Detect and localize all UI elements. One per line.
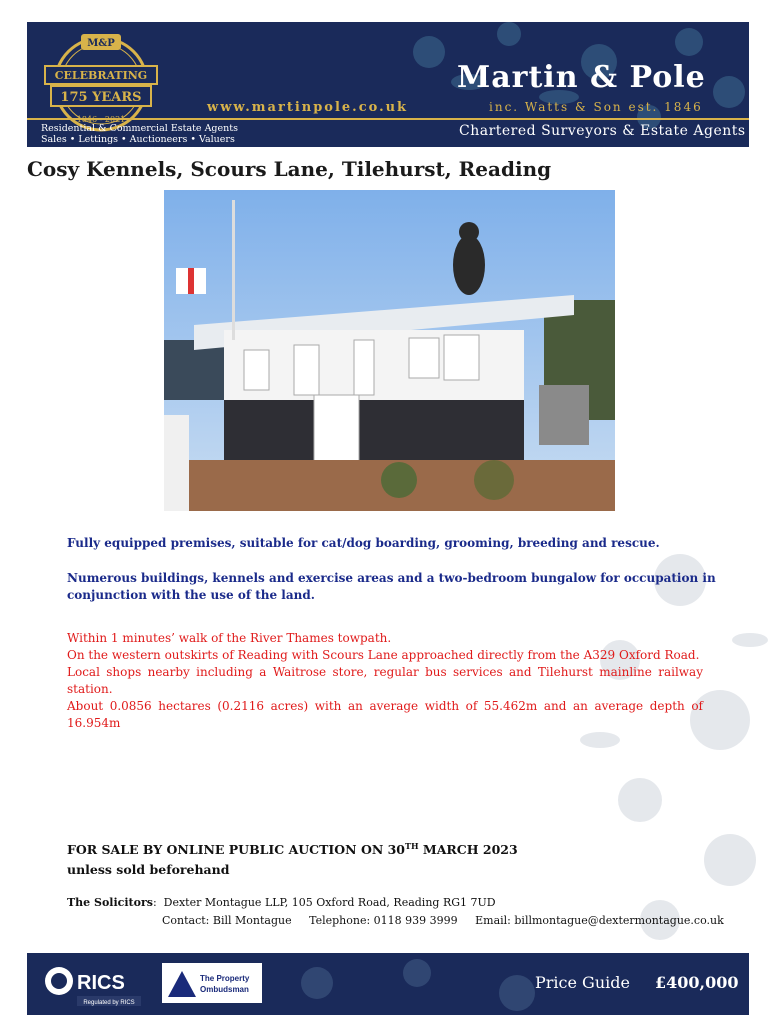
header-banner: [27, 22, 749, 147]
detail-line: Local shops nearby including a Waitrose store, regular bus services and Tilehurst mainline railway station.: [67, 665, 703, 696]
detail-line: On the western outskirts of Reading with Scours Lane approached directly from the A329 Oxford Road.: [67, 648, 700, 662]
price-guide-label: Price Guide: [535, 973, 630, 992]
page-title: Cosy Kennels, Scours Lane, Tilehurst, Reading: [27, 157, 552, 181]
svg-text:175 YEARS: 175 YEARS: [60, 90, 142, 105]
solicitors-address: Dexter Montague LLP, 105 Oxford Road, Reading RG1 7UD: [163, 896, 496, 909]
auction-date: FOR SALE BY ONLINE PUBLIC AUCTION ON 30TH MARCH 2023: [67, 841, 518, 858]
brand-name: Martin & Pole: [457, 60, 706, 95]
svg-text:Regulated by RICS: Regulated by RICS: [83, 1000, 135, 1006]
property-ombudsman-logo: [162, 963, 262, 1003]
services-tagline: [41, 123, 238, 145]
highlight-text: Fully equipped premises, suitable for cat/dog boarding, grooming, breeding and rescue.: [67, 536, 660, 550]
svg-text:M&P: M&P: [87, 38, 115, 49]
anniversary-logo: [41, 28, 161, 138]
auction-notice: [67, 836, 518, 880]
established-note: inc. Watts & Son est. 1846: [489, 100, 703, 114]
floral-decoration: [277, 953, 577, 1015]
solicitors-contact: Contact: Bill Montague: [162, 914, 292, 927]
divider: [27, 118, 749, 120]
property-photo: [164, 190, 615, 511]
highlight-text: Numerous buildings, kennels and exercise areas and a two-bedroom bungalow for occupation in conjunction with the use of the land.: [67, 571, 716, 602]
solicitors-label: The Solicitors: [67, 896, 153, 909]
profession-tagline: Chartered Surveyors & Estate Agents: [459, 123, 746, 139]
footer-banner: [27, 953, 749, 1015]
property-details: [67, 630, 703, 732]
detail-line: Within 1 minutes’ walk of the River Thames towpath.: [67, 631, 392, 645]
rics-logo: [41, 961, 151, 1007]
solicitors-email[interactable]: Email: billmontague@dextermontague.co.uk: [475, 914, 724, 927]
tagline-line: Sales • Lettings • Auctioneers • Valuers: [41, 134, 235, 145]
solicitors-info: The Solicitors: Dexter Montague LLP, 105 Oxford Road, Reading RG1 7UD Contact: Bill Montague Telephone: 0118 939 3999 Email: billmontague@dextermontague.co.uk: [67, 896, 724, 927]
auction-condition: unless sold beforehand: [67, 862, 230, 878]
detail-line: About 0.0856 hectares (0.2116 acres) with an average width of 55.462m and an average depth of 16.954m: [67, 699, 703, 730]
solicitors-telephone: Telephone: 0118 939 3999: [309, 914, 458, 927]
tagline-line: Residential & Commercial Estate Agents: [41, 123, 238, 134]
svg-text:CELEBRATING: CELEBRATING: [54, 69, 148, 82]
svg-text:The Property: The Property: [200, 974, 250, 983]
price-guide-value: £400,000: [655, 973, 739, 992]
website-link[interactable]: www.martinpole.co.uk: [207, 100, 409, 115]
svg-text:Ombudsman: Ombudsman: [200, 985, 249, 994]
svg-text:RICS: RICS: [77, 972, 125, 994]
